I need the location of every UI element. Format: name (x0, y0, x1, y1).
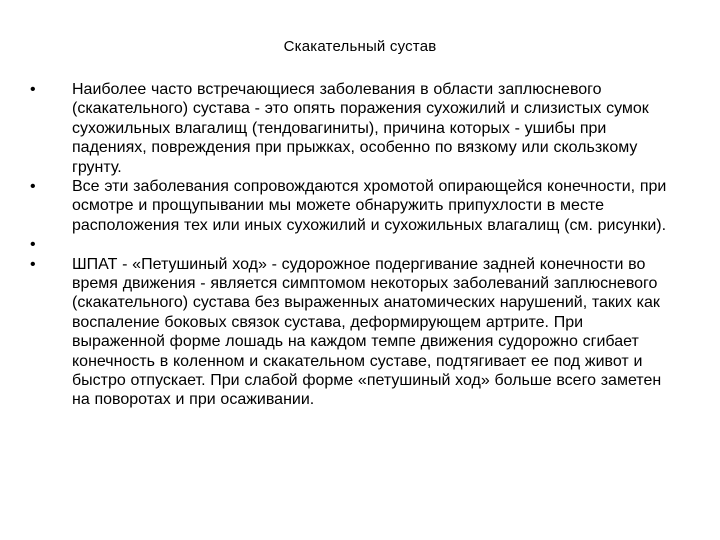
bullet-icon: • (30, 178, 36, 196)
slide-title: Скакательный сустав (283, 38, 437, 55)
bullet-icon: • (30, 236, 36, 254)
bullet-item-1 (30, 80, 680, 177)
bullet-item-2 (30, 177, 680, 235)
bullet-item-3 (30, 235, 680, 254)
bullet-icon: • (30, 255, 36, 273)
bullet-text-4: ШПАТ - «Петушиный ход» - судорожное подергивание задней конечности во время движения - является симптомом некоторых заболеваний заплюсневого (скакательного) сустава без выраженных анатомических нарушений, таких как воспаление боковых связок сустава, деформирующем артрите. При выраженной форме лошадь на каждом темпе движения судорожно сгибает конечность в коленном и скакательном суставе, подтягивает ее под живот и быстро отпускает. При слабой форме «петушиный ход» больше всего заметен на поворотах и при осаживании. (72, 255, 662, 409)
bullet-text-2: Все эти заболевания сопровождаются хромотой опирающейся конечности, при осмотре и прощупывании мы можете обнаружить припухлости в месте расположения тех или иных сухожилий и сухожильных влагалищ (см. рисунки). (72, 178, 667, 234)
bullet-icon: • (30, 81, 36, 98)
bullet-list (30, 80, 680, 410)
bullet-text-1: Наиболее часто встречающиеся заболевания в области заплюсневого (скакательного) сустава - это опять поражения сухожилий и слизистых сумок сухожильных влагалищ (тендовагиниты), причина которых - ушибы при падениях, повреждения при прыжках, особенно по вязкому или скользкому грунту. (72, 81, 649, 176)
bullet-item-4 (30, 255, 680, 410)
